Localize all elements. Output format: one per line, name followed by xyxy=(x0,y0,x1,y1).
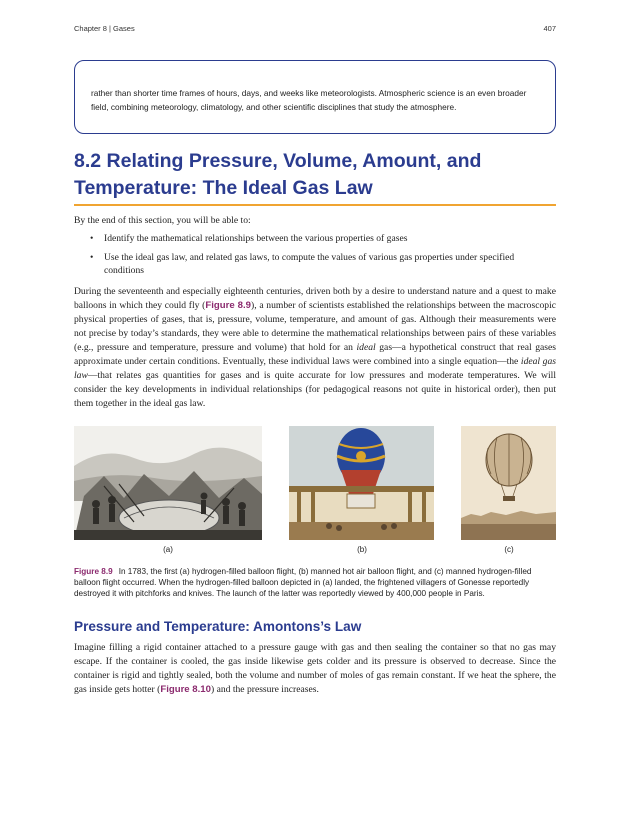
figure-sublabel-a: (a) xyxy=(163,545,173,554)
figure-sublabel-c: (c) xyxy=(504,545,514,554)
subsection-title: Pressure and Temperature: Amontons’s Law xyxy=(74,619,362,634)
figure-image-c-hydrogen-balloon-paris xyxy=(461,426,556,540)
page-number: 407 xyxy=(543,24,556,33)
callout-box xyxy=(74,60,556,134)
emphasis-term: ideal xyxy=(356,342,376,353)
paragraph-text: Imagine filling a rigid container attached to a pressure gauge with gas and then sealing the container so that no gas may escape. If the container is cooled, the gas inside likewise gets colder and its pressure is observed to decrease. Since the container is rigid and tightly sealed, both the volume and number of moles of gas remain constant. If we heat the sphere, the gas inside gets hotter ( xyxy=(74,642,556,695)
caption-text: In 1783, the first (a) hydrogen-filled balloon flight, (b) manned hot air balloon flight, and (c) manned hydrogen-filled balloon flight occurred. When the hydrogen-filled balloon depicted in (a) landed, the frightened villagers of Gonesse reportedly destroyed it with pitchforks and knives. The launch of the latter was reportedly viewed by 400,000 people in Paris. xyxy=(74,567,532,599)
paragraph-text: ) and the pressure increases. xyxy=(210,684,319,695)
body-paragraph-2 xyxy=(74,641,556,697)
running-header-chapter: Chapter 8 | Gases xyxy=(74,24,135,33)
objective-item: • Identify the mathematical relationships between the various properties of gases xyxy=(74,232,556,245)
learning-objectives-list xyxy=(74,232,556,283)
emphasis-term: ideal gas law xyxy=(74,356,557,381)
paragraph-text: gas—a hypothetical construct that real gases approximate under certain conditions. Eventually, these individual laws were combined into a single equation—the xyxy=(74,342,557,367)
figure-image-b-hot-air-balloon xyxy=(289,426,434,540)
paragraph-text: —that relates gas quantities for gases and is quite accurate for low pressures and moderate temperatures. We will consider the key developments in individual relationships (for pedagogical reasons not quite in historical order), then put them together in the ideal gas law. xyxy=(74,370,556,409)
paragraph-text: ), a number of scientists established the relationships between the macroscopic physical properties of gases, that is, pressure, volume, temperature, and amount of gas. Although their measurements were not precise by today’s standards, they were able to determine the mathematical relationships between pairs of these variables (e.g., pressure and temperature, pressure and volume) that hold for an xyxy=(74,300,556,353)
objectives-intro: By the end of this section, you will be able to: xyxy=(74,215,251,226)
callout-text: rather than shorter time frames of hours, days, and weeks like meteorologists. Atmospheric science is an even broader field, combining meteorology, climatology, and other scientific disciplines that study the atmosphere. xyxy=(91,88,527,112)
body-paragraph-1 xyxy=(74,285,556,411)
paragraph-text: During the seventeenth and especially eighteenth centuries, driven both by a desire to understand nature and a quest to make balloons in which they could fly ( xyxy=(74,286,556,311)
figure-caption xyxy=(74,566,556,600)
figure-sublabel-b: (b) xyxy=(357,545,367,554)
figure-8-10-link[interactable]: Figure 8.10 xyxy=(160,684,211,695)
section-title-rule xyxy=(74,204,556,206)
objective-item: • Use the ideal gas law, and related gas laws, to compute the values of various gas properties under specified conditions xyxy=(74,251,556,277)
figure-8-9-link[interactable]: Figure 8.9 xyxy=(205,300,252,311)
figure-image-a-hydrogen-balloon-landing xyxy=(74,426,262,540)
figure-number: Figure 8.9 xyxy=(74,567,113,576)
section-title: 8.2 Relating Pressure, Volume, Amount, and Temperature: The Ideal Gas Law xyxy=(74,150,482,199)
